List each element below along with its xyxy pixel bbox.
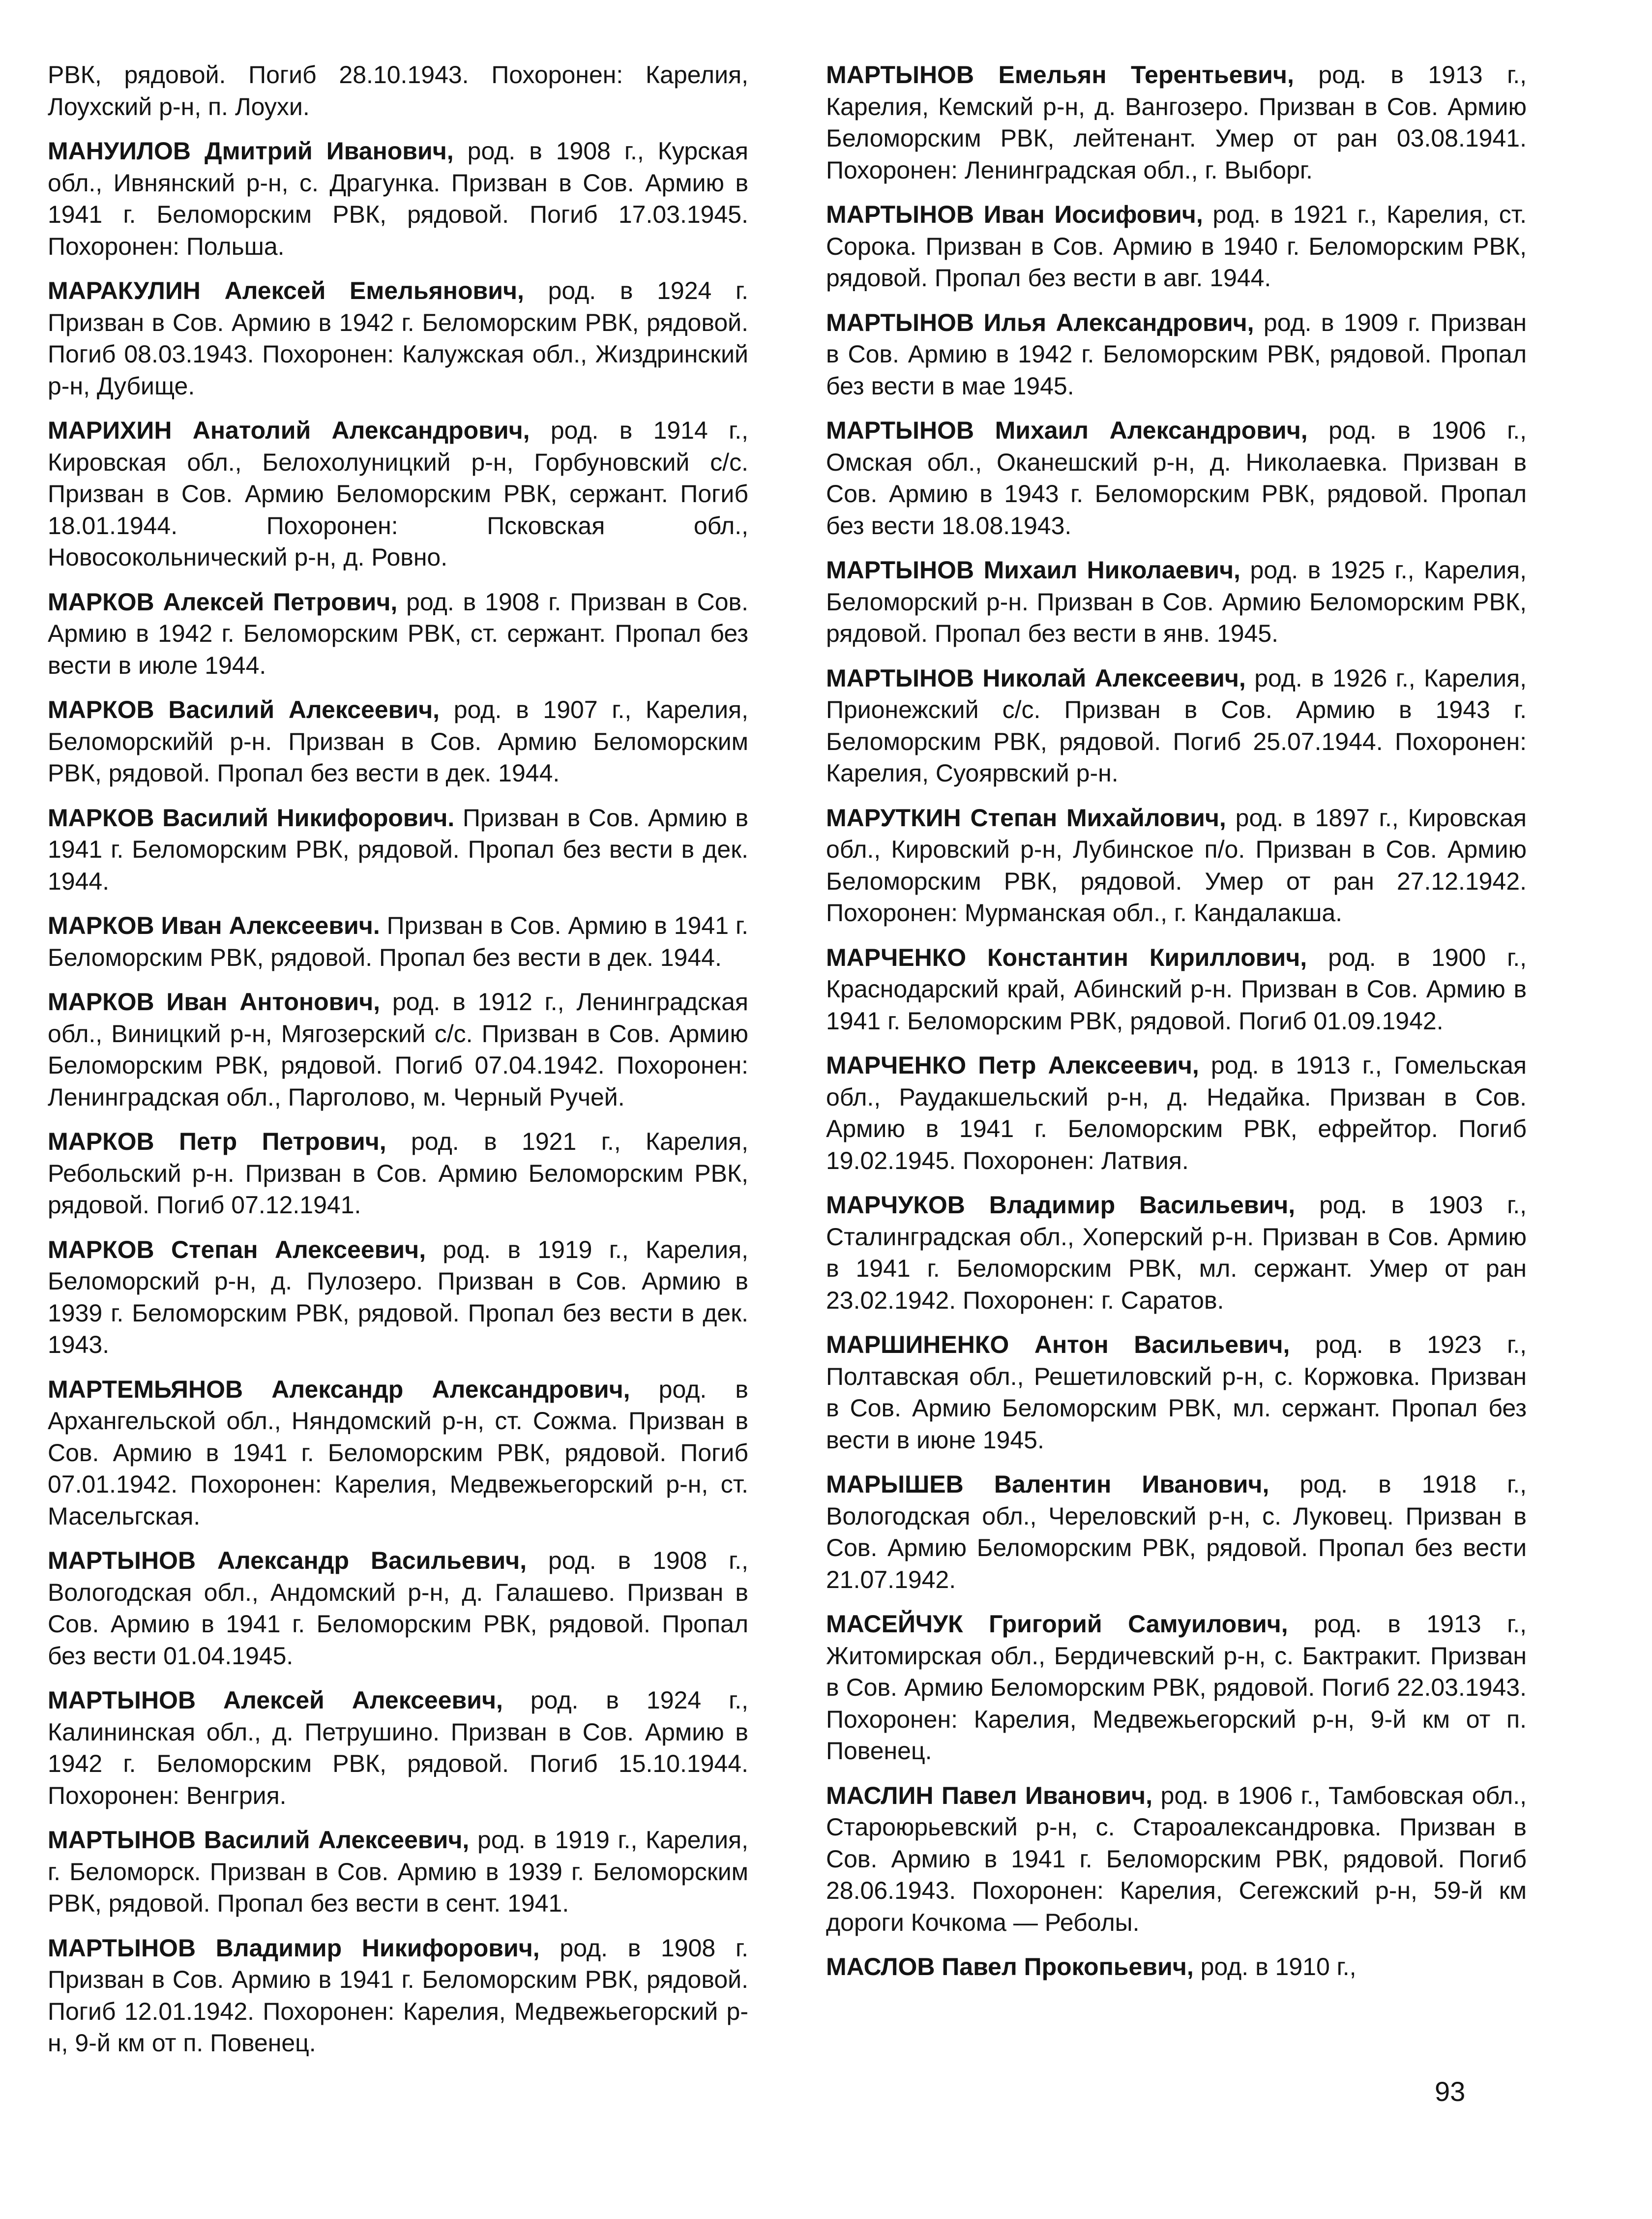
- person-details: род. в 1913 г., Гомельская обл., Раудакшельский р-н, д. Недайка. Призван в Сов. Армию в 1941 г. Беломорским РВК, ефрейтор. Погиб 19.02.1945. Похоронен: Латвия.: [826, 1051, 1527, 1174]
- person-name: МАРШИНЕНКО Антон Васильевич,: [826, 1331, 1290, 1358]
- biography-entry: [826, 1469, 1527, 1595]
- biography-entry: [48, 1126, 748, 1221]
- person-name: МАРКОВ Иван Антонович,: [48, 988, 381, 1016]
- biography-entry: [48, 135, 748, 262]
- person-name: МАРУТКИН Степан Михайлович,: [826, 804, 1226, 832]
- person-details: род. в 1925 г., Карелия, Беломорский р-н. Призван в Сов. Армию Беломорским РВК, рядовой. Пропал без вести в янв. 1945.: [826, 556, 1527, 647]
- biography-entry: [826, 1189, 1527, 1316]
- biography-entry: [48, 275, 748, 402]
- person-details: род. в 1907 г., Карелия, Беломорскийй р-н. Призван в Сов. Армию Беломорским РВК, рядовой. Пропал без вести в дек. 1944.: [48, 696, 748, 787]
- biography-entry: [826, 802, 1527, 929]
- biography-entry: [826, 1329, 1527, 1456]
- biography-entry: [48, 415, 748, 573]
- person-details: род. в Архангельской обл., Няндомский р-н, ст. Сожма. Призван в Сов. Армию в 1941 г. Беломорским РВК, рядовой. Погиб 07.01.1942. Похоронен: Карелия, Медвежьегорский р-н, ст. Масельгская.: [48, 1375, 748, 1530]
- biography-entry: [48, 59, 748, 122]
- person-name: МАРИХИН Анатолий Александрович,: [48, 417, 530, 444]
- biography-entry: [48, 986, 748, 1113]
- person-details: род. в 1919 г., Карелия, г. Беломорск. Призван в Сов. Армию в 1939 г. Беломорским РВК, рядовой. Пропал без вести в сент. 1941.: [48, 1826, 749, 1917]
- person-name: МАСЕЙЧУК Григорий Самуилович,: [826, 1610, 1288, 1638]
- person-details: род. в 1918 г., Вологодская обл., Череловский р-н, с. Луковец. Призван в Сов. Армию Беломорским РВК, рядовой. Пропал без вести 21.07.1942.: [826, 1470, 1527, 1593]
- person-name: МАРЫШЕВ Валентин Иванович,: [826, 1470, 1269, 1498]
- person-name: МАРЧЕНКО Константин Кириллович,: [826, 943, 1307, 971]
- person-details: род. в 1908 г., Вологодская обл., Андомский р-н, д. Галашево. Призван в Сов. Армию в 1941 г. Беломорским РВК, рядовой. Пропал без вести 01.04.1945.: [48, 1547, 748, 1670]
- person-details: Призван в Сов. Армию в 1941 г. Беломорским РВК, рядовой. Пропал без вести в дек. 1944.: [48, 912, 748, 971]
- biography-entry: [48, 1545, 748, 1672]
- person-name: МАНУИЛОВ Дмитрий Иванович,: [48, 137, 454, 165]
- person-details: род. в 1913 г., Житомирская обл., Бердичевский р-н, с. Бактракит. Призван в Сов. Армию Беломорским РВК, рядовой. Погиб 22.03.1943. Похоронен: Карелия, Медвежьегорский р-н, 9-й км от п. Повенец.: [826, 1610, 1527, 1765]
- biography-entry: [826, 942, 1527, 1037]
- person-name: МАРТЫНОВ Николай Алексеевич,: [826, 664, 1246, 692]
- person-details: род. в 1921 г., Карелия, Ребольский р-н. Призван в Сов. Армию Беломорским РВК, рядовой. Погиб 07.12.1941.: [48, 1128, 748, 1219]
- biography-entry: [826, 199, 1527, 294]
- person-details: род. в 1921 г., Карелия, ст. Сорока. Призван в Сов. Армию в 1940 г. Беломорским РВК, рядовой. Пропал без вести в авг. 1944.: [826, 201, 1527, 292]
- person-name: МАРТЕМЬЯНОВ Александр Александрович,: [48, 1375, 630, 1403]
- person-name: МАРЧЕНКО Петр Алексеевич,: [826, 1051, 1199, 1079]
- person-details: род. в 1906 г., Омская обл., Оканешский р-н, д. Николаевка. Призван в Сов. Армию в 1943 г. Беломорским РВК, рядовой. Пропал без вести 18.08.1943.: [826, 417, 1527, 540]
- biography-entry: [48, 910, 748, 973]
- person-name: МАРТЫНОВ Алексей Алексеевич,: [48, 1686, 503, 1714]
- person-details: род. в 1912 г., Ленинградская обл., Виницкий р-н, Мягозерский с/с. Призван в Сов. Армию Беломорским РВК, рядовой. Погиб 07.04.1942. Похоронен: Ленинградская обл., Парголово, м. Черный Ручей.: [48, 988, 748, 1111]
- person-details: род. в 1908 г., Курская обл., Ивнянский р-н, с. Драгунка. Призван в Сов. Армию в 1941 г. Беломорским РВК, рядовой. Погиб 17.03.1945. Похоронен: Польша.: [48, 137, 748, 260]
- person-name: МАРТЫНОВ Емельян Терентьевич,: [826, 61, 1294, 89]
- person-details: РВК, рядовой. Погиб 28.10.1943. Похоронен: Карелия, Лоухский р-н, п. Лоухи.: [48, 61, 748, 120]
- right-column: [826, 59, 1527, 1996]
- person-name: МАРЧУКОВ Владимир Васильевич,: [826, 1191, 1296, 1219]
- person-details: род. в 1924 г., Калининская обл., д. Петрушино. Призван в Сов. Армию в 1942 г. Беломорским РВК, рядовой. Погиб 15.10.1944. Похоронен: Венгрия.: [48, 1686, 749, 1809]
- biography-entry: [48, 586, 748, 682]
- person-details: род. в 1897 г., Кировская обл., Кировский р-н, Лубинское п/о. Призван в Сов. Армию Беломорским РВК, рядовой. Умер от ран 27.12.1942. Похоронен: Мурманская обл., г. Кандалакша.: [826, 804, 1527, 927]
- biography-entry: [48, 1824, 748, 1919]
- person-details: род. в 1903 г., Сталинградская обл., Хоперский р-н. Призван в Сов. Армию в 1941 г. Беломорским РВК, мл. сержант. Умер от ран 23.02.1942. Похоронен: г. Саратов.: [826, 1191, 1527, 1314]
- biography-entry: [48, 694, 748, 789]
- person-name: МАСЛОВ Павел Прокопьевич,: [826, 1953, 1194, 1980]
- person-name: МАРТЫНОВ Иван Иосифович,: [826, 201, 1203, 228]
- person-details: род. в 1909 г. Призван в Сов. Армию в 1942 г. Беломорским РВК, рядовой. Пропал без вести в мае 1945.: [826, 308, 1527, 400]
- biography-entry: [826, 415, 1527, 541]
- person-name: МАСЛИН Павел Иванович,: [826, 1781, 1152, 1809]
- person-name: МАРТЫНОВ Владимир Никифорович,: [48, 1934, 540, 1962]
- person-name: МАРКОВ Иван Алексеевич.: [48, 912, 380, 939]
- person-name: МАРТЫНОВ Михаил Александрович,: [826, 417, 1308, 444]
- person-name: МАРКОВ Петр Петрович,: [48, 1128, 386, 1155]
- person-details: род. в 1906 г., Тамбовская обл., Староюрьевский р-н, с. Староалександровка. Призван в Сов. Армию в 1941 г. Беломорским РВК, рядовой. Погиб 28.06.1943. Похоронен: Карелия, Сегежский р-н, 59-й км дороги Кочкома — Реболы.: [826, 1781, 1527, 1936]
- person-name: МАРКОВ Степан Алексеевич,: [48, 1235, 426, 1263]
- biography-entry: [48, 1234, 748, 1361]
- biography-entry: [826, 662, 1527, 789]
- biography-entry: [826, 1050, 1527, 1176]
- person-details: род. в 1908 г. Призван в Сов. Армию в 1941 г. Беломорским РВК, рядовой. Погиб 12.01.1942. Похоронен: Карелия, Медвежьегорский р-н, 9-й км от п. Повенец.: [48, 1934, 748, 2057]
- biography-entry: [48, 1932, 748, 2059]
- person-name: МАРКОВ Алексей Петрович,: [48, 588, 398, 616]
- biography-entry: [826, 1951, 1527, 1983]
- biography-entry: [826, 59, 1527, 186]
- person-details: род. в 1913 г., Карелия, Кемский р-н, д. Вангозеро. Призван в Сов. Армию Беломорским РВК, лейтенант. Умер от ран 03.08.1941. Похоронен: Ленинградская обл., г. Выборг.: [826, 61, 1527, 184]
- biography-entry: [48, 1374, 748, 1532]
- person-details: род. в 1908 г. Призван в Сов. Армию в 1942 г. Беломорским РВК, ст. сержант. Пропал без вести в июле 1944.: [48, 588, 748, 679]
- person-details: Призван в Сов. Армию в 1941 г. Беломорским РВК, рядовой. Пропал без вести в дек. 1944.: [48, 804, 749, 895]
- person-details: род. в 1919 г., Карелия, Беломорский р-н, д. Пулозеро. Призван в Сов. Армию в 1939 г. Беломорским РВК, рядовой. Пропал без вести в дек. 1943.: [48, 1235, 748, 1358]
- biography-entry: [826, 554, 1527, 650]
- person-name: МАРТЫНОВ Михаил Николаевич,: [826, 556, 1240, 584]
- person-name: МАРТЫНОВ Александр Васильевич,: [48, 1547, 527, 1574]
- biography-entry: [826, 1780, 1527, 1939]
- person-details: род. в 1923 г., Полтавская обл., Решетиловский р-н, с. Коржовка. Призван в Сов. Армию Беломорским РВК, мл. сержант. Пропал без вести в июне 1945.: [826, 1331, 1527, 1454]
- page-number: 93: [1435, 2076, 1466, 2107]
- person-details: род. в 1914 г., Кировская обл., Белохолуницкий р-н, Горбуновский с/с. Призван в Сов. Армию Беломорским РВК, сержант. Погиб 18.01.1944. Похоронен: Псковская обл., Новосокольнический р-н, д. Ровно.: [48, 417, 749, 571]
- left-column: [48, 59, 748, 2072]
- person-name: МАРТЫНОВ Василий Алексеевич,: [48, 1826, 470, 1854]
- person-details: род. в 1910 г.,: [1193, 1953, 1357, 1980]
- biography-entry: [48, 802, 748, 898]
- person-name: МАРАКУЛИН Алексей Емельянович,: [48, 277, 524, 304]
- person-name: МАРТЫНОВ Илья Александрович,: [826, 308, 1254, 336]
- biography-entry: [826, 307, 1527, 402]
- person-details: род. в 1926 г., Карелия, Прионежский с/с. Призван в Сов. Армию в 1943 г. Беломорским РВК, рядовой. Погиб 25.07.1944. Похоронен: Карелия, Суоярвский р-н.: [826, 664, 1527, 787]
- biography-entry: [48, 1684, 748, 1811]
- person-details: род. в 1900 г., Краснодарский край, Абинский р-н. Призван в Сов. Армию в 1941 г. Беломорским РВК, рядовой. Погиб 01.09.1942.: [826, 943, 1527, 1035]
- person-details: род. в 1924 г. Призван в Сов. Армию в 1942 г. Беломорским РВК, рядовой. Погиб 08.03.1943. Похоронен: Калужская обл., Жиздринский р-н, Дубище.: [48, 277, 748, 400]
- person-name: МАРКОВ Василий Никифорович.: [48, 804, 455, 832]
- person-name: МАРКОВ Василий Алексеевич,: [48, 696, 440, 723]
- biography-entry: [826, 1608, 1527, 1767]
